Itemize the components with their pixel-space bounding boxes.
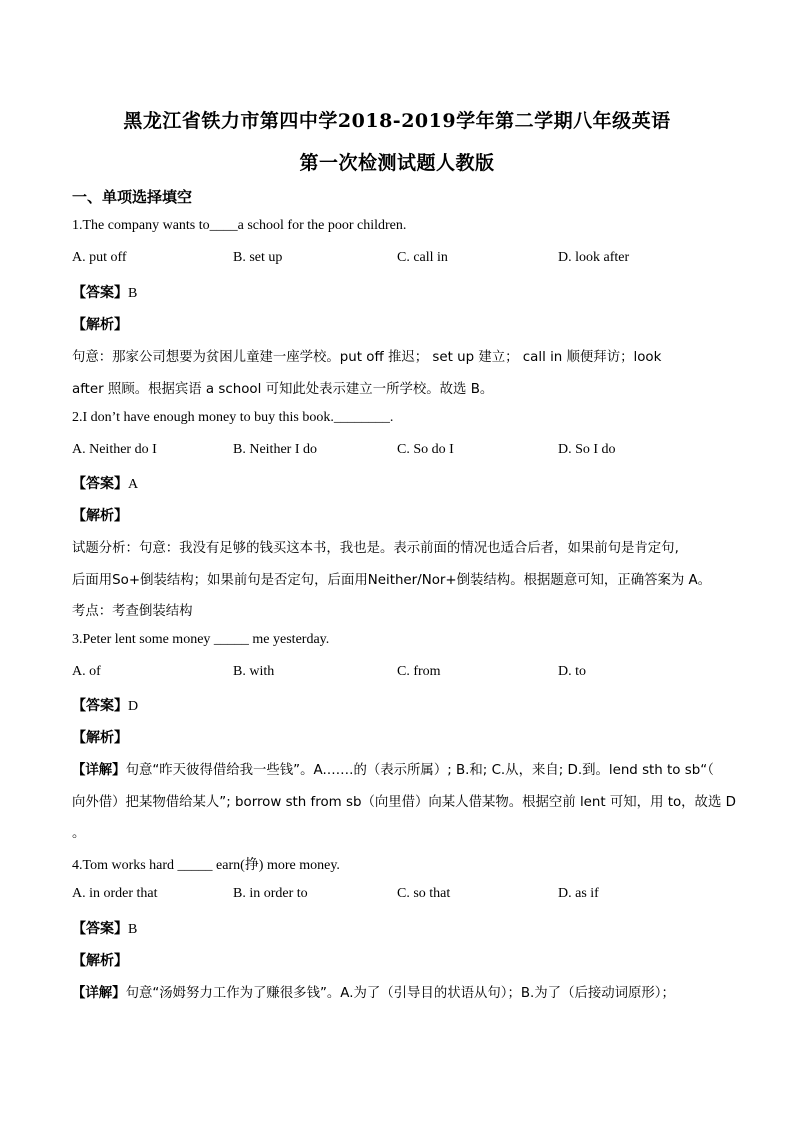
answer-value: A	[128, 477, 139, 492]
answer-label: 【答案】	[72, 921, 128, 937]
explanation-text: 句意“汤姆努力工作为了赚很多钱”。A.为了（引导目的状语从句）；B.为了（后接动词原形）；	[125, 986, 675, 1001]
explanation-line: 句意：那家公司想要为贫困儿童建一座学校。put off 推迟； set up 建立； call in 顺便拜访；look	[72, 350, 662, 365]
section-heading: 一、单项选择填空	[72, 188, 193, 206]
option-a: A. put off	[72, 250, 127, 265]
answer-label: 【答案】	[72, 285, 128, 301]
answer-line	[72, 473, 138, 493]
option-c: C. from	[397, 664, 441, 679]
option-d: D. as if	[558, 886, 599, 901]
question-stem: 4.Tom works hard _____ earn(挣) more money.	[72, 858, 340, 873]
explanation-line: after 照顾。根据宾语 a school 可知此处表示建立一所学校。故选 B。	[72, 382, 494, 397]
answer-line	[72, 695, 138, 715]
option-c: C. so that	[397, 886, 451, 901]
answer-value: D	[128, 699, 139, 714]
answer-value: B	[128, 922, 138, 937]
answer-line	[72, 918, 137, 938]
answer-value: B	[128, 286, 138, 301]
option-b: B. Neither I do	[233, 442, 317, 457]
option-a: A. in order that	[72, 886, 158, 901]
explanation-text: 句意“昨天彼得借给我一些钱”。A.……的（表示所属）; B.和; C.从，来自; D.到。lend sth to sb“（	[125, 763, 714, 778]
detail-label: 【详解】	[72, 986, 126, 1001]
option-b: B. set up	[233, 250, 283, 265]
option-b: B. in order to	[233, 886, 308, 901]
question-stem: 3.Peter lent some money _____ me yesterday.	[72, 632, 330, 647]
option-b: B. with	[233, 664, 275, 679]
option-c: C. So do I	[397, 442, 454, 457]
analysis-label: 【解析】	[72, 953, 128, 969]
option-d: D. So I do	[558, 442, 616, 457]
explanation-line: 后面用So+倒装结构；如果前句是否定句，后面用Neither/Nor+倒装结构。根据题意可知，正确答案为 A。	[72, 573, 712, 588]
answer-label: 【答案】	[72, 698, 128, 714]
explanation-line: 试题分析：句意：我没有足够的钱买这本书，我也是。表示前面的情况也适合后者，如果前句是肯定句,	[72, 541, 679, 556]
explanation-line: 向外借）把某物借给某人”; borrow sth from sb（向里借）向某人借某物。根据空前 lent 可知，用 to，故选 D	[72, 795, 736, 810]
option-d: D. to	[558, 664, 586, 679]
question-stem: 1.The company wants to____a school for the poor children.	[72, 218, 407, 233]
question-stem: 2.I don’t have enough money to buy this book.________.	[72, 410, 394, 425]
explanation-line: 考点：考查倒装结构	[72, 604, 193, 619]
analysis-label: 【解析】	[72, 508, 128, 524]
explanation-line	[72, 982, 675, 1001]
explanation-line	[72, 759, 714, 778]
document-title-line-2: 第一次检测试题人教版	[299, 152, 495, 174]
explanation-line: 。	[72, 826, 86, 841]
answer-line	[72, 282, 137, 302]
option-c: C. call in	[397, 250, 448, 265]
analysis-label: 【解析】	[72, 317, 128, 333]
analysis-label: 【解析】	[72, 730, 128, 746]
option-d: D. look after	[558, 250, 630, 265]
document-title-line-1: 黑龙江省铁力市第四中学2018-2019学年第二学期八年级英语	[123, 110, 671, 132]
answer-label: 【答案】	[72, 476, 128, 492]
detail-label: 【详解】	[72, 763, 126, 778]
option-a: A. of	[72, 664, 101, 679]
option-a: A. Neither do I	[72, 442, 157, 457]
